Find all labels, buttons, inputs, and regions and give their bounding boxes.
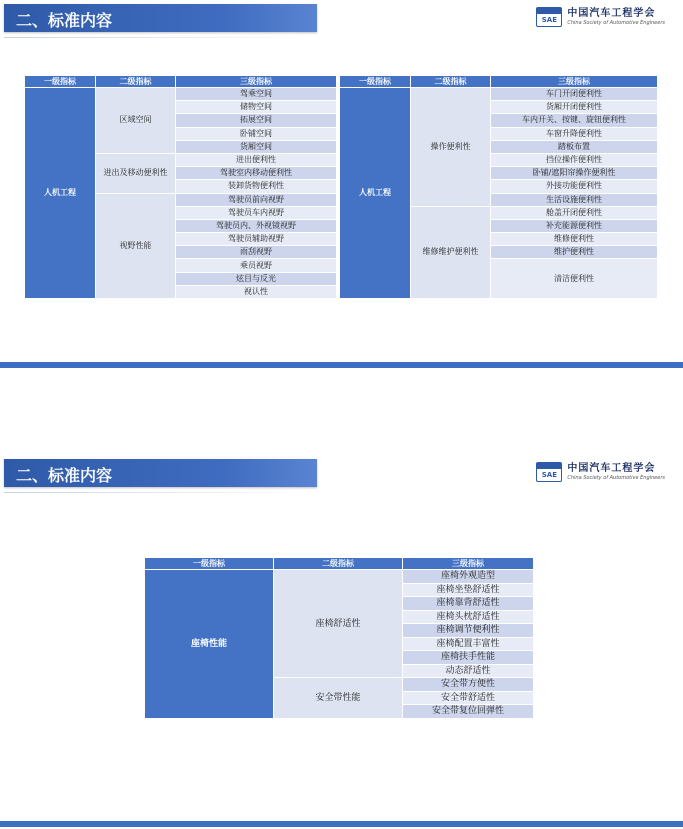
level2-cell: 视野性能 — [96, 193, 176, 299]
level3-cell: 踏板布置 — [491, 140, 658, 153]
org-name-cn: 中国汽车工程学会 — [567, 7, 656, 19]
level3-cell: 视认性 — [176, 285, 337, 298]
level3-cell: 座椅配置丰富性 — [403, 637, 534, 651]
level3-cell: 驾乘空间 — [176, 88, 337, 101]
bottom-band — [0, 821, 683, 827]
level1-cell: 人机工程 — [25, 88, 96, 299]
level3-cell: 装卸货物便利性 — [176, 180, 337, 193]
sae-badge-icon: SAE — [536, 462, 562, 482]
header-cell: 一级指标 — [340, 76, 411, 88]
bottom-band — [0, 362, 683, 368]
table-row — [25, 88, 658, 101]
page-title: 二、标准内容 — [16, 466, 113, 485]
title-bar — [4, 459, 317, 487]
level1-cell: 人机工程 — [340, 88, 411, 299]
slide-2 — [0, 455, 683, 829]
level3-cell: 座椅扶手性能 — [403, 651, 534, 665]
level3-cell: 驾驶员内、外视镜视野 — [176, 219, 337, 232]
header-cell: 二级指标 — [96, 76, 176, 88]
level3-cell: 安全带舒适性 — [403, 691, 534, 705]
level3-cell: 储物空间 — [176, 101, 337, 114]
header-cell: 一级指标 — [145, 558, 274, 570]
level3-cell: 挡位操作便利性 — [491, 153, 658, 166]
level2-cell: 维修维护便利性 — [411, 206, 491, 298]
table-row — [145, 570, 534, 584]
title-underline — [4, 492, 314, 493]
level3-cell: 驾驶员辅助视野 — [176, 233, 337, 246]
level2-cell: 座椅舒适性 — [274, 570, 403, 678]
level2-cell: 安全带性能 — [274, 678, 403, 719]
level3-cell: 进出便利性 — [176, 153, 337, 166]
level3-cell: 拓展空间 — [176, 114, 337, 127]
level3-cell: 生活设施便利性 — [491, 193, 658, 206]
org-name-en: China Society of Automotive Engineers — [567, 19, 665, 26]
header-cell: 二级指标 — [411, 76, 491, 88]
index-table-1 — [24, 75, 658, 299]
header-cell: 三级指标 — [491, 76, 658, 88]
level3-cell: 车门开闭便利性 — [491, 88, 658, 101]
sae-badge-icon: SAE — [536, 7, 562, 27]
level2-cell: 操作便利性 — [411, 88, 491, 207]
level3-cell: 座椅外观造型 — [403, 570, 534, 584]
org-name-cn: 中国汽车工程学会 — [567, 462, 656, 474]
level3-cell: 乘员视野 — [176, 259, 337, 272]
level3-cell: 维修便利性 — [491, 233, 658, 246]
level2-cell: 进出及移动便利性 — [96, 153, 176, 193]
level3-cell: 外接功能便利性 — [491, 180, 658, 193]
level3-cell: 安全带方便性 — [403, 678, 534, 692]
org-name-en: China Society of Automotive Engineers — [567, 474, 665, 481]
level3-cell: 座椅坐垫舒适性 — [403, 583, 534, 597]
level3-cell: 炫目与反光 — [176, 272, 337, 285]
level3-cell: 车内开关、按键、旋钮便利性 — [491, 114, 658, 127]
level3-cell: 动态舒适性 — [403, 664, 534, 678]
level3-cell: 车窗升降便利性 — [491, 127, 658, 140]
level3-cell: 维护便利性 — [491, 246, 658, 259]
level3-cell: 驾驶员前向视野 — [176, 193, 337, 206]
header-cell: 三级指标 — [176, 76, 337, 88]
level3-cell: 舱盖开闭便利性 — [491, 206, 658, 219]
level3-cell: 驾驶室内移动便利性 — [176, 167, 337, 180]
header-cell: 一级指标 — [25, 76, 96, 88]
level3-cell: 卧铺空间 — [176, 127, 337, 140]
page-title: 二、标准内容 — [16, 11, 113, 30]
index-table-2 — [144, 557, 534, 719]
level3-cell: 座椅靠背舒适性 — [403, 597, 534, 611]
title-underline — [4, 37, 314, 38]
logo — [536, 461, 665, 483]
level3-cell: 驾驶员车内视野 — [176, 206, 337, 219]
header-row — [25, 76, 658, 88]
slide-1 — [0, 0, 683, 370]
level2-cell: 区域空间 — [96, 88, 176, 154]
logo — [536, 6, 665, 28]
header-cell: 二级指标 — [274, 558, 403, 570]
level3-cell: 货厢空间 — [176, 140, 337, 153]
level3-cell: 雨刮视野 — [176, 246, 337, 259]
level3-cell: 座椅调节便利性 — [403, 624, 534, 638]
level3-cell: 卧铺/遮阳帘操作便利性 — [491, 167, 658, 180]
level3-cell: 清洁便利性 — [491, 259, 658, 299]
level3-cell: 安全带复位回弹性 — [403, 705, 534, 719]
header-row — [145, 558, 534, 570]
title-bar — [4, 4, 317, 32]
level1-cell: 座椅性能 — [145, 570, 274, 719]
level3-cell: 补充能源便利性 — [491, 219, 658, 232]
level3-cell: 座椅头枕舒适性 — [403, 610, 534, 624]
header-cell: 三级指标 — [403, 558, 534, 570]
level3-cell: 货厢开闭便利性 — [491, 101, 658, 114]
